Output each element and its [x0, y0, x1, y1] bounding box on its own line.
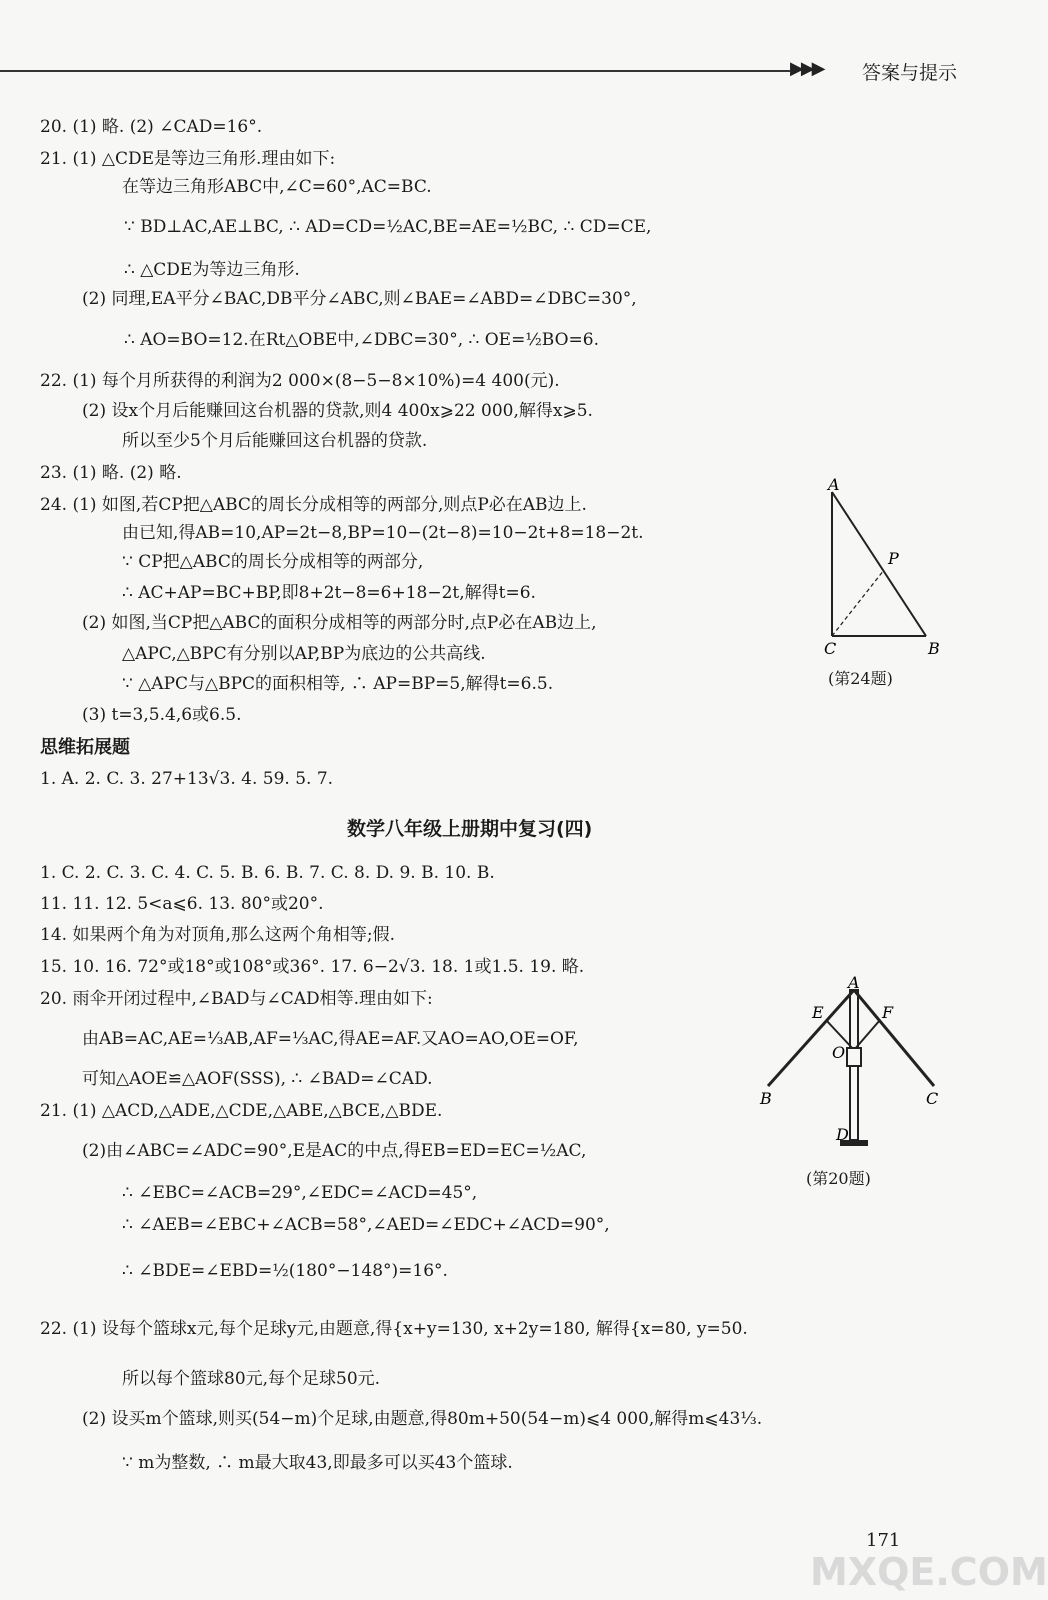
answer-line: 20. 雨伞开闭过程中,∠BAD与∠CAD相等.理由如下:	[40, 989, 433, 1009]
fig20-label: F	[882, 1003, 894, 1022]
fig24-label: A	[828, 475, 840, 494]
header-rule	[0, 70, 790, 72]
answer-line: 由已知,得AB=10,AP=2t−8,BP=10−(2t−8)=10−2t+8=18−2t.	[122, 523, 644, 543]
fig20-label: A	[848, 973, 860, 992]
answer-line: ∵ △APC与△BPC的面积相等, ∴ AP=BP=5,解得t=6.5.	[122, 674, 554, 694]
answer-line: (2) 如图,当CP把△ABC的面积分成相等的两部分时,点P必在AB边上,	[82, 613, 597, 633]
answer-line: 所以每个篮球80元,每个足球50元.	[122, 1369, 381, 1389]
answer-line: 24. (1) 如图,若CP把△ABC的周长分成相等的两部分,则点P必在AB边上.	[40, 495, 587, 515]
answer-line: ∴ △CDE为等边三角形.	[124, 260, 300, 280]
answer-line: ∴ ∠BDE=∠EBD=½(180°−148°)=16°.	[122, 1261, 448, 1281]
fig24-segment-cp	[832, 570, 884, 636]
answer-line: 15. 10. 16. 72°或18°或108°或36°. 17. 6−2√3. 18. 1或1.5. 19. 略.	[40, 957, 585, 977]
answer-line: △APC,△BPC有分别以AP,BP为底边的公共高线.	[122, 644, 486, 664]
answer-line: 在等边三角形ABC中,∠C=60°,AC=BC.	[122, 177, 432, 197]
fig20-label: O	[832, 1043, 846, 1062]
figure-20	[754, 973, 954, 1166]
answer-line: (2) 设买m个篮球,则买(54−m)个足球,由题意,得80m+50(54−m)⩽4 000,解得m⩽43⅓.	[82, 1409, 763, 1429]
answer-line: ∵ BD⊥AC,AE⊥BC, ∴ AD=CD=½AC,BE=AE=½BC, ∴ CD=CE,	[124, 217, 652, 237]
figure-20-caption: (第20题)	[806, 1169, 871, 1188]
fig20-label: C	[926, 1089, 939, 1108]
answer-line: 22. (1) 每个月所获得的利润为2 000×(8−5−8×10%)=4 400(元).	[40, 371, 560, 391]
answer-line: ∵ CP把△ABC的周长分成相等的两部分,	[122, 552, 424, 572]
page-number: 171	[866, 1530, 901, 1551]
answer-line: (3) t=3,5.4,6或6.5.	[82, 705, 242, 725]
answer-line: 14. 如果两个角为对顶角,那么这两个角相等;假.	[40, 925, 395, 945]
answer-line: ∴ AC+AP=BC+BP,即8+2t−8=6+18−2t,解得t=6.	[122, 583, 536, 603]
answer-line: ∴ ∠EBC=∠ACB=29°,∠EDC=∠ACD=45°,	[122, 1183, 478, 1203]
answer-line: 20. (1) 略. (2) ∠CAD=16°.	[40, 117, 263, 137]
fig20-slider	[847, 1048, 861, 1066]
answer-line: 由AB=AC,AE=⅓AB,AF=⅓AC,得AE=AF.又AO=AO,OE=OF,	[82, 1029, 579, 1049]
answer-line: 所以至少5个月后能赚回这台机器的贷款.	[122, 431, 428, 451]
answer-line: 11. 11. 12. 5<a⩽6. 13. 80°或20°.	[40, 894, 324, 914]
header-title: 答案与提示	[862, 62, 958, 84]
answer-line: 23. (1) 略. (2) 略.	[40, 463, 182, 483]
fig24-label: P	[888, 549, 899, 568]
section-title: 数学八年级上册期中复习(四)	[347, 818, 593, 840]
answer-line: 22. (1) 设每个篮球x元,每个足球y元,由题意,得{x+y=130, x+2y=180, 解得{x=80, y=50.	[40, 1319, 748, 1339]
fig20-rib-ac	[854, 990, 934, 1086]
section-heading: 思维拓展题	[40, 737, 130, 758]
fig20-rib-ab	[768, 990, 854, 1086]
answer-line: 21. (1) △ACD,△ADE,△CDE,△ABE,△BCE,△BDE.	[40, 1101, 443, 1121]
fig20-label: B	[760, 1089, 772, 1108]
header-arrow-icon: ▶▶▶	[790, 58, 823, 79]
answer-line: ∴ AO=BO=12.在Rt△OBE中,∠DBC=30°, ∴ OE=½BO=6.	[124, 330, 600, 350]
answer-line: (2) 设x个月后能赚回这台机器的贷款,则4 400x⩾22 000,解得x⩾5.	[82, 401, 593, 421]
answer-line: (2) 同理,EA平分∠BAC,DB平分∠ABC,则∠BAE=∠ABD=∠DBC=30°,	[82, 289, 637, 309]
fig20-label: D	[836, 1125, 849, 1144]
figure-24-caption: (第24题)	[828, 669, 893, 688]
answer-line: (2)由∠ABC=∠ADC=90°,E是AC的中点,得EB=ED=EC=½AC,	[82, 1141, 587, 1161]
fig24-side-ab	[832, 492, 926, 636]
fig24-label: B	[928, 639, 940, 658]
answer-line: 1. A. 2. C. 3. 27+13√3. 4. 59. 5. 7.	[40, 769, 334, 789]
answer-line: ∴ ∠AEB=∠EBC+∠ACB=58°,∠AED=∠EDC+∠ACD=90°,	[122, 1215, 610, 1235]
watermark-logo: MXQE.COM	[810, 1550, 1048, 1594]
answer-line: 1. C. 2. C. 3. C. 4. C. 5. B. 6. B. 7. C. 8. D. 9. B. 10. B.	[40, 863, 495, 883]
answer-line: ∵ m为整数, ∴ m最大取43,即最多可以买43个篮球.	[122, 1453, 513, 1473]
fig24-label: C	[824, 639, 837, 658]
fig20-label: E	[812, 1003, 824, 1022]
figure-24	[814, 476, 954, 666]
answer-line: 21. (1) △CDE是等边三角形.理由如下:	[40, 149, 336, 169]
answer-line: 可知△AOE≌△AOF(SSS), ∴ ∠BAD=∠CAD.	[82, 1069, 433, 1089]
